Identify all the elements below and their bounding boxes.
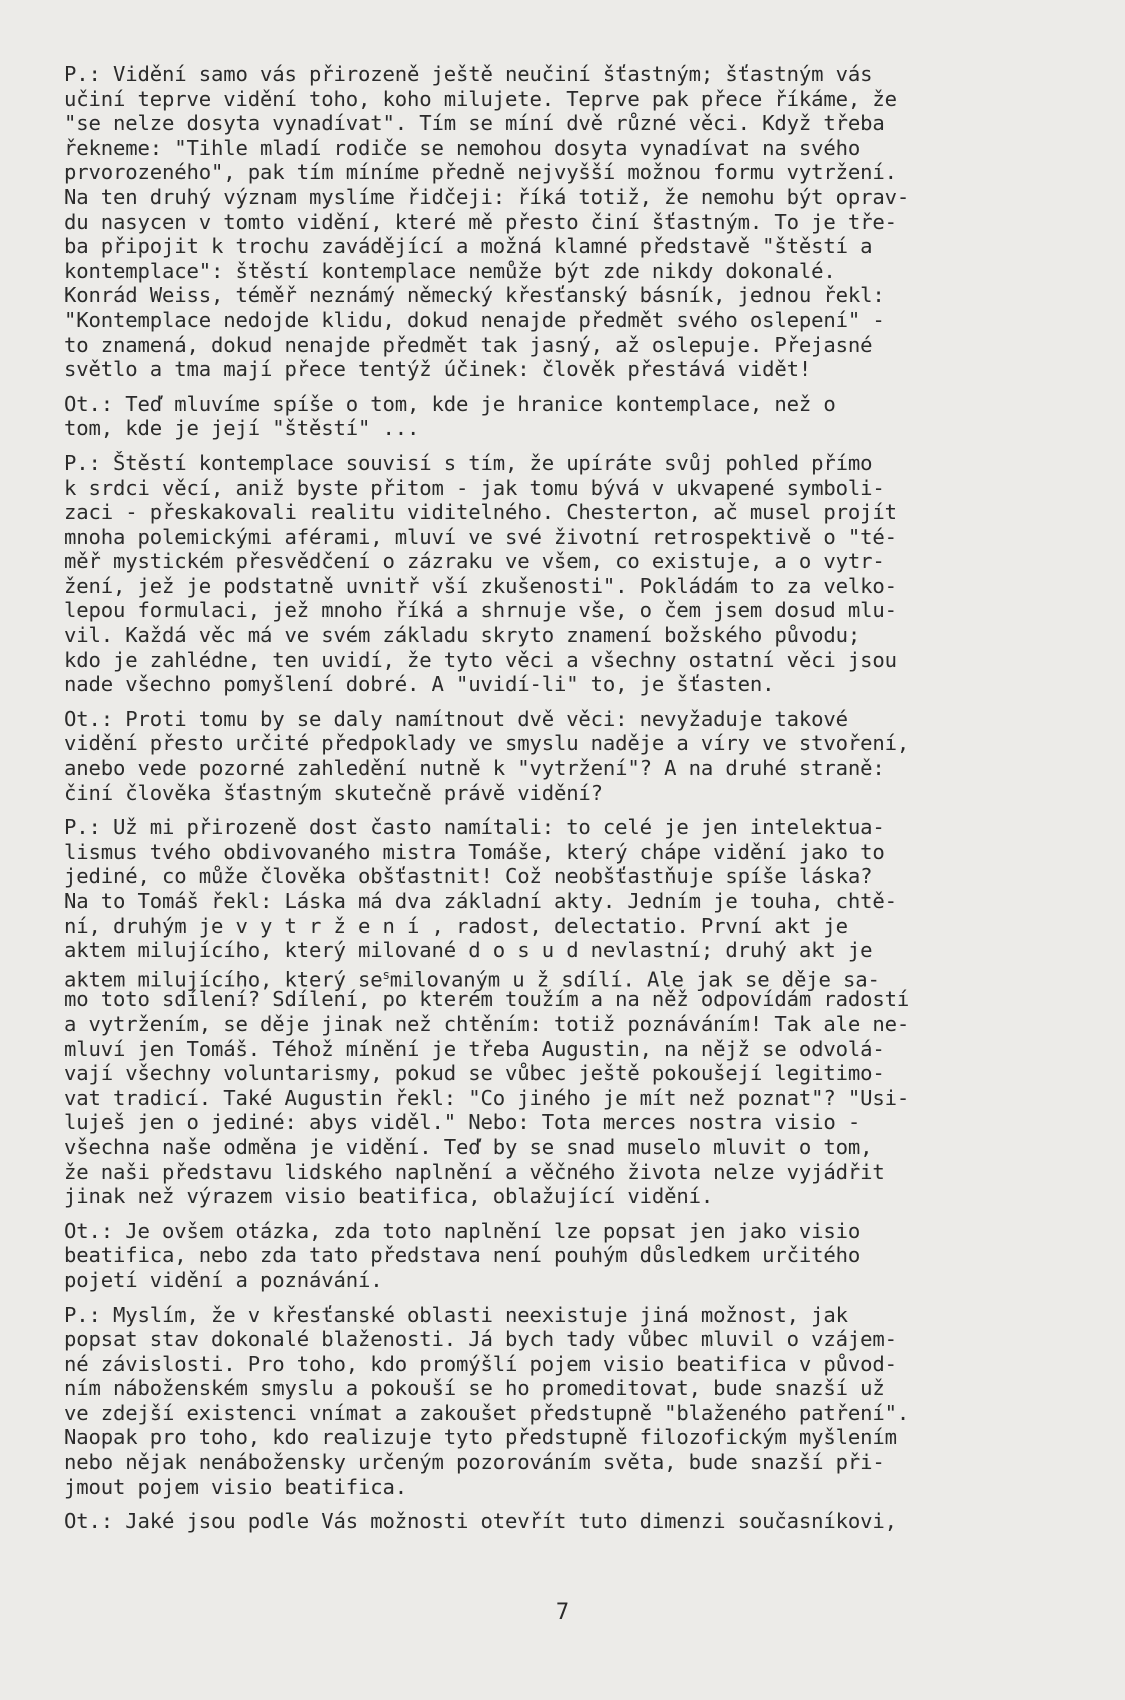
- text-line: du nasycen v tomto vidění, které mě přesto činí šťastným. To je tře-: [64, 209, 897, 234]
- text-line: jinak než výrazem visio beatifica, oblažující vidění.: [64, 1184, 714, 1209]
- text-line: ve zdejší existenci vnímat a zakoušet předstupně "blaženého patření".: [64, 1400, 910, 1425]
- text-line: P.: Štěstí kontemplace souvisí s tím, že upíráte svůj pohled přímo: [64, 450, 873, 475]
- text-line: P.: Myslím, že v křesťanské oblasti neexistuje jiná možnost, jak: [64, 1302, 848, 1327]
- text-line: jediné, co může člověka obšťastnit! Což neobšťastňuje spíše láska?: [64, 864, 873, 889]
- text-line: Ot.: Teď mluvíme spíše o tom, kde je hranice kontemplace, než o: [64, 391, 836, 416]
- text-line: beatifica, nebo zda tato představa není pouhým důsledkem určitého: [64, 1243, 861, 1268]
- paragraph: [64, 451, 1065, 697]
- text-line: že naši představu lidského naplnění a věčného života nelze vyjádřit: [64, 1159, 885, 1184]
- text-line: vat tradicí. Také Augustin řekl: "Co jiného je mít než poznat"? "Usi-: [64, 1085, 910, 1110]
- text-line: ba připojit k trochu zavádějící a možná klamné představě "štěstí a: [64, 234, 873, 259]
- page-number: 7: [555, 1600, 570, 1625]
- text-line: tom, kde je její "štěstí" ...: [64, 416, 420, 441]
- superscript-mark: s: [382, 967, 390, 982]
- text-line: světlo a tma mají přece tentýž účinek: člověk přestává vidět!: [64, 357, 812, 382]
- text-line: lepou formulaci, jež mnoho říká a shrnuje vše, o čem jsem dosud mlu-: [64, 598, 897, 623]
- text-line: kdo je zahlédne, ten uvidí, že tyto věci a všechny ostatní věci jsou: [64, 647, 897, 672]
- text-line: aktem milujícího, který $se^smilovaným$ u ž sdílí. Ale jak se děje sa-: [64, 967, 880, 992]
- text-line: učiní teprve vidění toho, koho milujete. Teprve pak přece říkáme, že: [64, 86, 897, 111]
- text-line: Konrád Weiss, téměř neznámý německý křesťanský básník, jednou řekl:: [64, 283, 885, 308]
- text-line: né závislosti. Pro toho, kdo promýšlí pojem visio beatifica v původ-: [64, 1351, 897, 1376]
- text-line: Ot.: Je ovšem otázka, zda toto naplnění lze popsat jen jako visio: [64, 1218, 861, 1243]
- text-line: Na to Tomáš řekl: Láska má dva základní akty. Jedním je touha, chtě-: [64, 889, 897, 913]
- paragraph: [64, 1509, 1065, 1534]
- text-line: mo toto sdílení? Sdílení, po kterém toužím a na něž odpovídám radostí: [64, 987, 910, 1012]
- paragraph: [64, 1219, 1065, 1293]
- text-line: Ot.: Proti tomu by se daly namítnout dvě věci: nevyžaduje takové: [64, 706, 848, 731]
- text-line: to znamená, dokud nenajde předmět tak jasný, až oslepuje. Přejasné: [64, 332, 873, 357]
- text-line: pojetí vidění a poznávání.: [64, 1267, 383, 1292]
- text-line: zaci - přeskakovali realitu viditelného. Chesterton, ač musel projít: [64, 500, 897, 525]
- text-line: ní, druhým je v y t r ž e n í , radost, delectatio. První akt je: [64, 913, 848, 938]
- text-line: lismus tvého obdivovaného mistra Tomáše, který chápe vidění jako to: [64, 839, 885, 864]
- text-line: aktem milujícího, který milované d o s u d nevlastní; druhý akt je: [64, 938, 873, 963]
- text-line: řekneme: "Tihle mladí rodiče se nemohou dosyta vynadívat na svého: [64, 135, 861, 160]
- text-line: všechna naše odměna je vidění. Teď by se snad muselo mluvit o tom,: [64, 1134, 873, 1159]
- text-line: k srdci věcí, aniž byste přitom - jak tomu bývá v ukvapené symboli-: [64, 475, 885, 500]
- text-line: "se nelze dosyta vynadívat". Tím se míní dvě různé věci. Když třeba: [64, 111, 885, 136]
- text-line: činí člověka šťastným skutečně právě vidění?: [64, 780, 603, 805]
- paragraph: [64, 62, 1065, 382]
- text-line: Naopak pro toho, kdo realizuje tyto předstupně filozofickým myšlením: [64, 1425, 897, 1450]
- text-line: měř mystickém přesvědčení o zázraku ve všem, co existuje, a o vytr-: [64, 549, 885, 574]
- text-line: anebo vede pozorné zahledění nutně k "vytržení"? A na druhé straně:: [64, 756, 885, 781]
- paragraph: [64, 392, 1065, 441]
- paragraph: [64, 1303, 1065, 1500]
- text-line: popsat stav dokonalé blaženosti. Já bych tady vůbec mluvil o vzájem-: [64, 1327, 897, 1352]
- text-line: vidění přesto určité předpoklady ve smyslu naděje a víry ve stvoření,: [64, 731, 910, 756]
- text-line: nebo nějak nenábožensky určeným pozorováním světa, bude snazší při-: [64, 1450, 885, 1475]
- text-line: nade všechno pomyšlení dobré. A "uvidí-li" to, je šťasten.: [64, 672, 775, 697]
- text-line: žení, jež je podstatně uvnitř vší zkušenosti". Pokládám to za velko-: [64, 573, 897, 598]
- text-line: P.: Vidění samo vás přirozeně ještě neučiní šťastným; šťastným vás: [64, 62, 873, 86]
- text-line: kontemplace": štěstí kontemplace nemůže být zde nikdy dokonalé.: [64, 258, 836, 283]
- text-line: a vytržením, se děje jinak než chtěním: totiž poznáváním! Tak ale ne-: [64, 1011, 910, 1036]
- text-line: mluví jen Tomáš. Téhož mínění je třeba Augustin, na nějž se odvolá-: [64, 1036, 885, 1061]
- text-line: P.: Už mi přirozeně dost často namítali: to celé je jen intelektua-: [64, 815, 885, 840]
- text-line: luješ jen o jediné: abys viděl." Nebo: Tota merces nostra visio -: [64, 1110, 861, 1135]
- text-line: vají všechny voluntarismy, pokud se vůbec ještě pokoušejí legitimo-: [64, 1061, 885, 1086]
- text-line: Ot.: Jaké jsou podle Vás možnosti otevřít tuto dimenzi současníkovi,: [64, 1509, 897, 1534]
- text-line: vil. Každá věc má ve svém základu skryto znamení božského původu;: [64, 623, 861, 648]
- text-line: Na ten druhý význam myslíme řidčeji: říká totiž, že nemohu být oprav-: [64, 184, 910, 209]
- text-line: mnoha polemickými aférami, mluví ve své životní retrospektivě o "té-: [64, 524, 897, 549]
- text-line: "Kontemplace nedojde klidu, dokud nenajde předmět svého oslepení" -: [64, 307, 885, 332]
- paragraph: [64, 707, 1065, 805]
- text-line: jmout pojem visio beatifica.: [64, 1474, 407, 1499]
- text-line: ním náboženském smyslu a pokouší se ho promeditovat, bude snazší už: [64, 1376, 885, 1401]
- paragraph: [64, 815, 1065, 1209]
- text-line: prvorozeného", pak tím míníme předně nejvyšší možnou formu vytržení.: [64, 160, 897, 185]
